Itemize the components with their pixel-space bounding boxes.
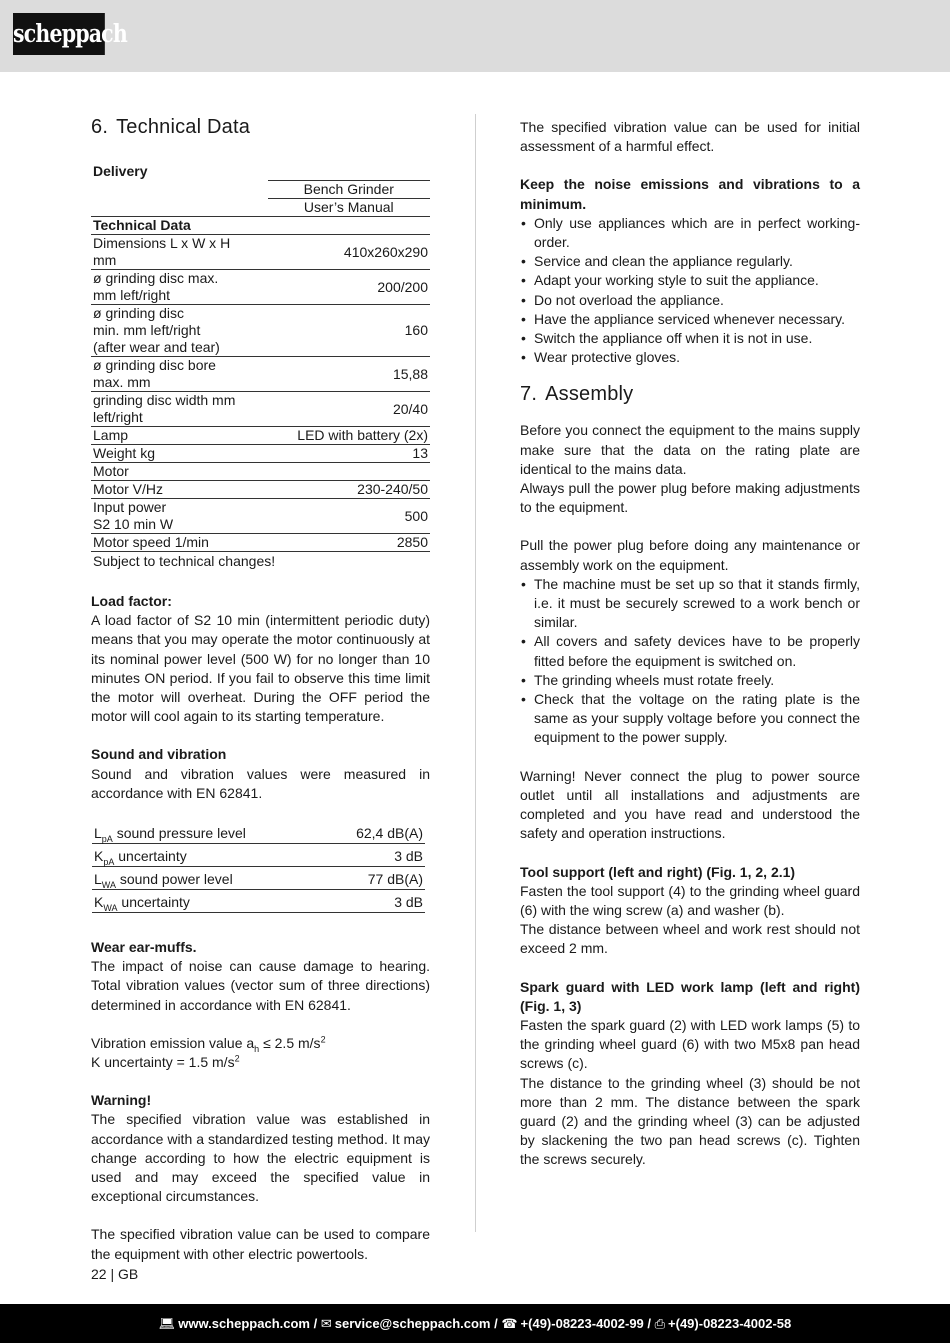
assembly-paragraph: Before you connect the equipment to the mains supply make sure that the data on the rating plate are identical to the mains data.: [520, 422, 860, 477]
section-number: 6.: [91, 116, 109, 138]
spark-guard-text: Fasten the spark guard (2) with LED work lamps (5) to the grinding wheel guard (6) with two M5x8 pan head screws (c).: [520, 1016, 860, 1072]
spec-label: Lamp: [91, 427, 268, 445]
bullet-item: • All covers and safety devices have to be properly fitted before the equipment is switched on.: [520, 632, 860, 670]
footer-phone: +(49)-08223-4002-99: [520, 1316, 644, 1331]
spark-guard-heading: Spark guard with LED work lamp (left and right) (Fig. 1, 3): [520, 978, 860, 1014]
keep-minimum-list: [520, 214, 860, 368]
sound-label: $K_{pA}$ uncertainty: [92, 844, 321, 867]
page-number: 22 | GB: [91, 1266, 139, 1282]
vibration-uncertainty-line: K uncertainty = 1.5 $m/s^2$: [91, 1053, 240, 1071]
spec-row: [91, 481, 430, 499]
spec-label: Weight kg: [91, 445, 268, 463]
spec-label: Input power S2 10 min W: [91, 499, 268, 534]
spec-value: 230-240/50: [268, 481, 430, 499]
bullet-item: • Service and clean the appliance regularly.: [520, 252, 860, 271]
column-divider: [475, 114, 476, 1232]
load-factor-text: A load factor of S2 10 min (intermittent periodic duty) means that you may operate the motor continuously at its nominal power level (500 W) for no longer than 10 minutes ON period. If you fail to observe this time limit the motor will overheat. During the OFF period the motor will cool again to its starting temperature.: [91, 612, 430, 725]
left-column: [91, 114, 430, 1264]
bullet-item: • Do not overload the appliance.: [520, 291, 860, 310]
spec-value: 2850: [268, 534, 430, 552]
spec-row: [91, 357, 430, 392]
spec-value: 15,88: [268, 357, 430, 392]
spec-label: ø grinding disc bore max. mm: [91, 357, 268, 392]
spec-value: 200/200: [268, 270, 430, 305]
bullet-item: • The grinding wheels must rotate freely.: [520, 671, 860, 690]
technical-data-table: [91, 160, 430, 570]
spec-value: 20/40: [268, 392, 430, 427]
assembly-paragraph: Always pull the power plug before making adjustments to the equipment.: [520, 480, 860, 516]
bullet-item: • Only use appliances which are in perfect working-order.: [520, 214, 860, 252]
bullet-item: • Switch the appliance off when it is not in use.: [520, 329, 860, 348]
spec-label: Dimensions L x W x H mm: [91, 235, 268, 270]
mail-icon: ✉︎: [320, 1316, 332, 1331]
sound-row: [92, 821, 425, 844]
spec-row: [91, 235, 430, 270]
spec-value: 500: [268, 499, 430, 534]
delivery-item: User’s Manual: [268, 199, 430, 217]
page-footer: 💻︎ www.scheppach.com / ✉︎ service@scheppach.com / ☎︎ +(49)-08223-4002-99 / ⎙ +(49)-08223-4002-58: [0, 1304, 950, 1343]
phone-icon: ☎︎: [501, 1316, 518, 1331]
vibration-intro-text: The specified vibration value can be used for initial assessment of a harmful effect.: [520, 119, 860, 155]
section-title: Assembly: [545, 383, 634, 406]
footer-fax: +(49)-08223-4002-58: [668, 1316, 792, 1331]
sound-value: 3 dB: [321, 844, 425, 867]
section-title: Technical Data: [116, 116, 251, 138]
footer-website[interactable]: www.scheppach.com: [178, 1316, 310, 1331]
spec-label: ø grinding disc min. mm left/right (after wear and tear): [91, 305, 268, 357]
spec-label: grinding disc width mm left/right: [91, 392, 268, 427]
sound-label: $L_{WA}$ sound power level: [92, 867, 321, 890]
warning-text-2: The specified vibration value can be used to compare the equipment with other electric powertools.: [91, 1226, 430, 1262]
delivery-item: Bench Grinder: [268, 181, 430, 199]
tool-support-text: The distance between wheel and work rest should not exceed 2 mm.: [520, 921, 860, 957]
sound-value: 77 dB(A): [321, 867, 425, 890]
technical-data-label: Technical Data: [91, 217, 430, 235]
spark-guard-text: The distance to the grinding wheel (3) should be not more than 2 mm. The distance between the spark guard (2) and the grinding wheel (3) can be adjusted by slackening the two pan head screws (c). Tighten the screws securely.: [520, 1074, 860, 1168]
spec-row: [91, 392, 430, 427]
sound-value: 3 dB: [321, 890, 425, 913]
spec-row: [91, 427, 430, 445]
computer-icon: 💻︎: [158, 1316, 176, 1331]
fax-icon: ⎙: [654, 1316, 666, 1331]
bullet-item: • Wear protective gloves.: [520, 348, 860, 367]
sound-value: 62,4 dB(A): [321, 821, 425, 844]
sound-row: [92, 890, 425, 913]
spec-label: ø grinding disc max. mm left/right: [91, 270, 268, 305]
motor-label: Motor: [91, 463, 430, 481]
warning-heading: Warning!: [91, 1092, 152, 1109]
spec-value: 13: [268, 445, 430, 463]
spec-row: [91, 534, 430, 552]
sound-label: $K_{WA}$ uncertainty: [92, 890, 321, 913]
section-number: 7.: [520, 383, 538, 406]
spec-value: LED with battery (2x): [268, 427, 430, 445]
footer-email[interactable]: service@scheppach.com: [334, 1316, 491, 1331]
page-header: [0, 0, 950, 72]
spec-row: [91, 499, 430, 534]
section-6-heading: [91, 114, 430, 140]
section-7-heading: [520, 381, 860, 407]
spec-row: [91, 270, 430, 305]
sound-heading: Sound and vibration: [91, 746, 227, 763]
tool-support-heading: Tool support (left and right) (Fig. 1, 2, 2.1): [520, 863, 796, 880]
spec-row: [91, 445, 430, 463]
spec-row: [91, 305, 430, 357]
sound-text: Sound and vibration values were measured in accordance with EN 62841.: [91, 765, 430, 801]
assembly-warning: Warning! Never connect the plug to power source outlet until all installations and adjustments are completed and you have read and understood the safety and operation instructions.: [520, 767, 860, 842]
sound-label: $L_{pA}$ sound pressure level: [92, 821, 321, 844]
tool-support-text: Fasten the tool support (4) to the grinding wheel guard (6) with the wing screw (a) and washer (b).: [520, 882, 860, 918]
sound-table: [92, 821, 425, 913]
bullet-item: • Check that the voltage on the rating plate is the same as your supply voltage before you connect the equipment to the power supply.: [520, 690, 860, 748]
ear-muffs-text: The impact of noise can cause damage to hearing. Total vibration values (vector sum of three directions) determined in accordance with EN 62841.: [91, 958, 430, 1013]
bullet-item: • The machine must be set up so that it stands firmly, i.e. it must be securely screwed to a work bench or similar.: [520, 575, 860, 633]
bullet-item: • Adapt your working style to suit the appliance.: [520, 271, 860, 290]
bullet-item: • Have the appliance serviced whenever necessary.: [520, 310, 860, 329]
assembly-paragraph: Pull the power plug before doing any maintenance or assembly work on the equipment.: [520, 537, 860, 573]
brand-logo: scheppach: [13, 13, 105, 55]
warning-text: The specified vibration value was established in accordance with a standardized testing method. It may change according to how the electric equipment is used and may exceed the specified value in exceptional circumstances.: [91, 1111, 430, 1205]
delivery-label: Delivery: [93, 163, 148, 179]
spec-value: 160: [268, 305, 430, 357]
sound-row: [92, 867, 425, 890]
spec-label: Motor V/Hz: [91, 481, 268, 499]
ear-muffs-heading: Wear ear-muffs.: [91, 939, 197, 956]
spec-value: 410x260x290: [268, 235, 430, 270]
vibration-emission-line: Vibration emission value $a_h \le 2.5$ $m/s^2$: [91, 1034, 326, 1054]
right-column: [520, 118, 860, 1170]
keep-minimum-heading: Keep the noise emissions and vibrations to a minimum.: [520, 176, 860, 212]
table-note: Subject to technical changes!: [93, 553, 276, 569]
spec-label: Motor speed 1/min: [91, 534, 268, 552]
assembly-list: [520, 575, 860, 748]
sound-row: [92, 844, 425, 867]
load-factor-heading: Load factor:: [91, 593, 172, 609]
